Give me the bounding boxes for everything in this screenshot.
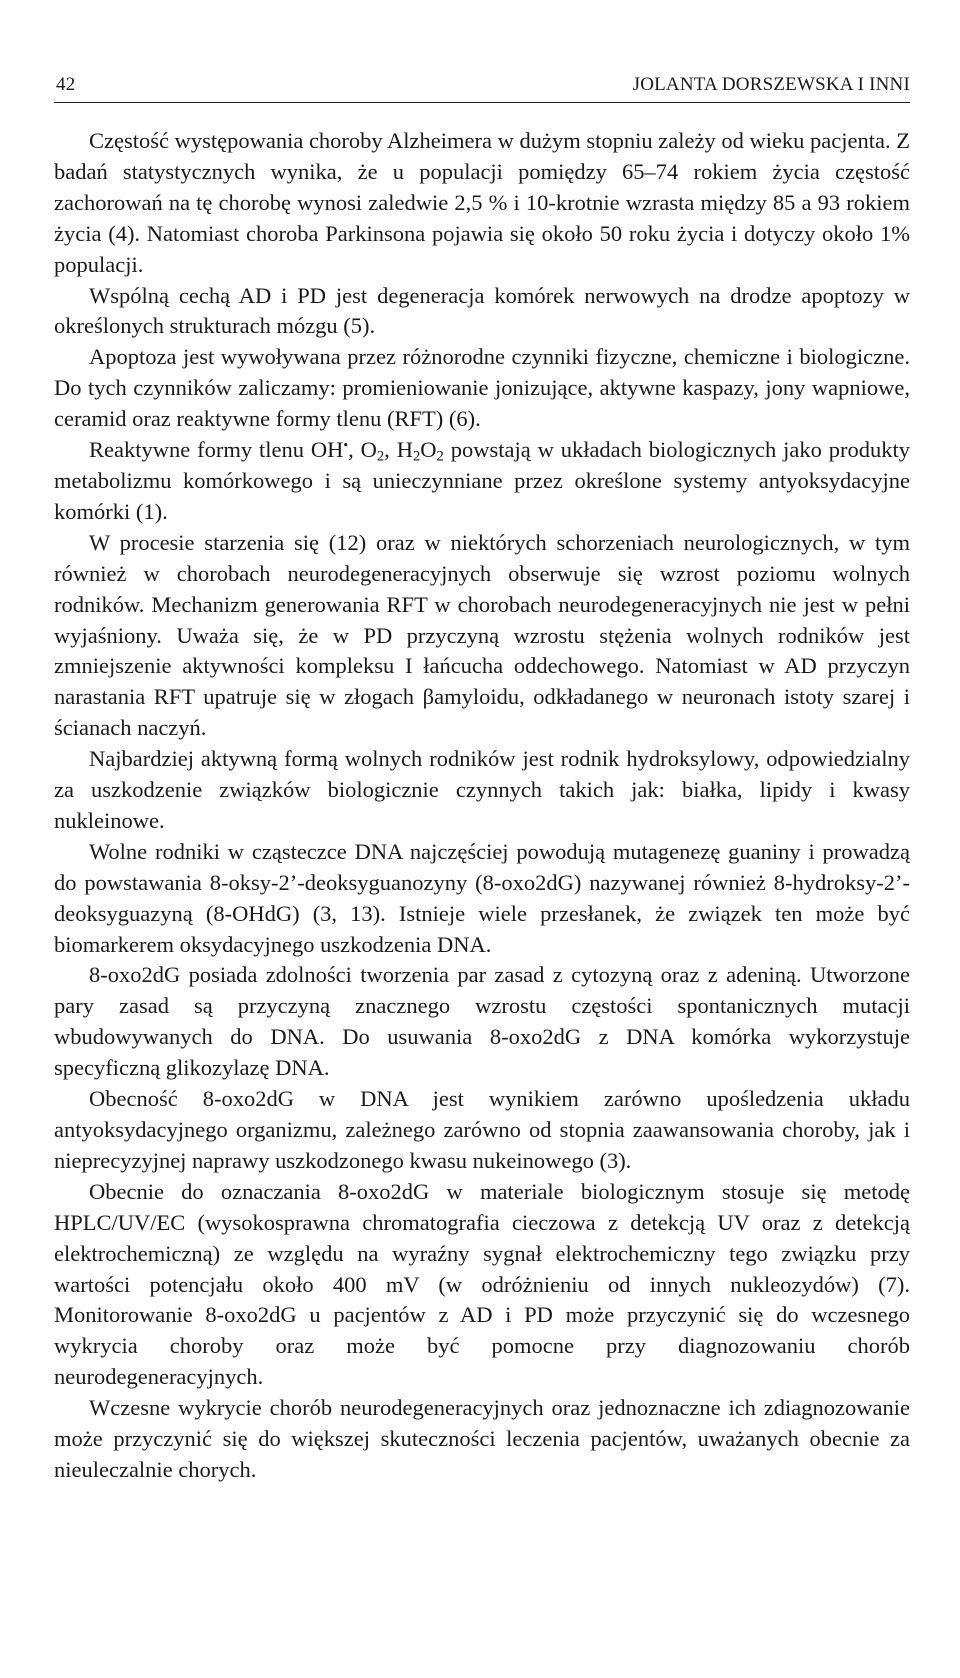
header-rule xyxy=(54,102,910,103)
page-number: 42 xyxy=(56,74,76,95)
subscript: 2 xyxy=(436,448,444,465)
paragraph: Wolne rodniki w cząsteczce DNA najczęściej powodują mutagenezę guaniny i prowadzą do powstawania 8-oksy-2’-deoksyguanozyny (8-oxo2dG) nazywanej również 8-hydroksy-2’-deoksyguazyną (8-OHdG) (3, 13). Istnieje wiele przesłanek, że związek ten może być biomarkerem oksydacyjnego uszkodzenia DNA. xyxy=(54,838,910,957)
element-symbol: O xyxy=(420,437,437,463)
paragraph: Najbardziej aktywną formą wolnych rodników jest rodnik hydroksylowy, odpowiedzialny za uszkodzenie związków biologicznie czynnych takich jak: białka, lipidy i kwasy nukleinowe. xyxy=(54,746,910,833)
paragraph: Częstość występowania choroby Alzheimera w dużym stopniu zależy od wieku pacjenta. Z badań statystycznych wynika, że u populacji pomiędzy 65–74 rokiem życia częstość zachorowań na tę chorobę wynosi zaledwie 2,5 % i 10-krotnie wzrasta między 85 a 93 rokiem życia (4). Natomiast choroba Parkinsona pojawia się około 50 roku życia i dotyczy około 1% populacji. xyxy=(54,128,910,277)
paragraph-reactive-oxygen: Reaktywne formy tlenu OH•, $O_2$, $H_2O_2$ powstają w układach biologicznych jako produkty metabolizmu komórkowego i są unieczynniane przez określone systemy antyoksydacyjne komórki (1). xyxy=(54,437,911,524)
paragraph: Wspólną cechą AD i PD jest degeneracja komórek nerwowych na drodze apoptozy w określonych strukturach mózgu (5). xyxy=(54,282,910,339)
subscript: 2 xyxy=(376,448,385,465)
text-run: Reaktywne formy tlenu OH xyxy=(89,437,344,463)
radical-mark: • xyxy=(343,437,349,453)
paragraph: Obecność 8-oxo2dG w DNA jest wynikiem zarówno upośledzenia układu antyoksydacyjnego organizmu, zależnego zarówno od stopnia zaawansowania choroby, jak i nieprecyzyjnej naprawy uszkodzonego kwasu nukeinowego (3). xyxy=(54,1086,910,1173)
paragraph: 8-oxo2dG posiada zdolności tworzenia par zasad z cytozyną oraz z adeniną. Utworzone pary zasad są przyczyną znacznego wzrostu częstości spontanicznych mutacji wbudowywanych do DNA. Do usuwania 8-oxo2dG z DNA komórka wykorzystuje specyficzną glikozylazę DNA. xyxy=(54,962,910,1081)
subscript: 2 xyxy=(412,448,421,465)
formula-o2 xyxy=(360,437,385,465)
element-symbol: O xyxy=(360,437,377,463)
paragraph: Wczesne wykrycie chorób neurodegeneracyjnych oraz jednoznaczne ich zdiagnozowanie może przyczynić się do większej skuteczności leczenia pacjentów, uważanych obecnie za nieuleczalnie chorych. xyxy=(54,1395,910,1482)
paragraph: Obecnie do oznaczania 8-oxo2dG w materiale biologicznym stosuje się metodę HPLC/UV/EC (wysokosprawna chromatografia cieczowa z detekcją UV oraz z detekcją elektrochemiczną) ze względu na wyraźny sygnał elektrochemiczny tego związku przy wartości potencjału około 400 mV (w odróżnieniu od innych nukleozydów) (7). Monitorowanie 8-oxo2dG u pacjentów z AD i PD może przyczynić się do wczesnego wykrycia choroby oraz może być pomocne przy diagnozowaniu chorób neurodegeneracyjnych. xyxy=(54,1178,910,1390)
body-text xyxy=(54,126,910,1486)
paragraph: Apoptoza jest wywoływana przez różnorodne czynniki fizyczne, chemiczne i biologiczne. Do tych czynników zaliczamy: promieniowanie jonizujące, aktywne kaspazy, jony wapniowe, ceramid oraz reaktywne formy tlenu (RFT) (6). xyxy=(54,344,910,432)
text-run: powstają w układach biologicznych jako produkty metabolizmu komórkowego i są unieczynniane przez określone systemy antyoksydacyjne komórki (1). xyxy=(54,437,911,524)
formula-h2o2 xyxy=(396,437,444,465)
element-symbol: H xyxy=(396,437,413,463)
document-page xyxy=(54,60,910,1620)
page-header xyxy=(54,60,910,100)
running-head: JOLANTA DORSZEWSKA I INNI xyxy=(632,74,910,95)
paragraph: W procesie starzenia się (12) oraz w niektórych schorzeniach neurologicznych, w tym również w chorobach neurodegeneracyjnych obserwuje się wzrost poziomu wolnych rodników. Mechanizm generowania RFT w chorobach neurodegeneracyjnych nie jest w pełni wyjaśniony. Uważa się, że w PD przyczyną wzrostu stężenia wolnych rodników jest zmniejszenie aktywności kompleksu I łańcucha oddechowego. Natomiast w AD przyczyn narastania RFT upatruje się w złogach βamyloidu, odkładanego w neuronach istoty szarej i ścianach naczyń. xyxy=(54,529,910,741)
